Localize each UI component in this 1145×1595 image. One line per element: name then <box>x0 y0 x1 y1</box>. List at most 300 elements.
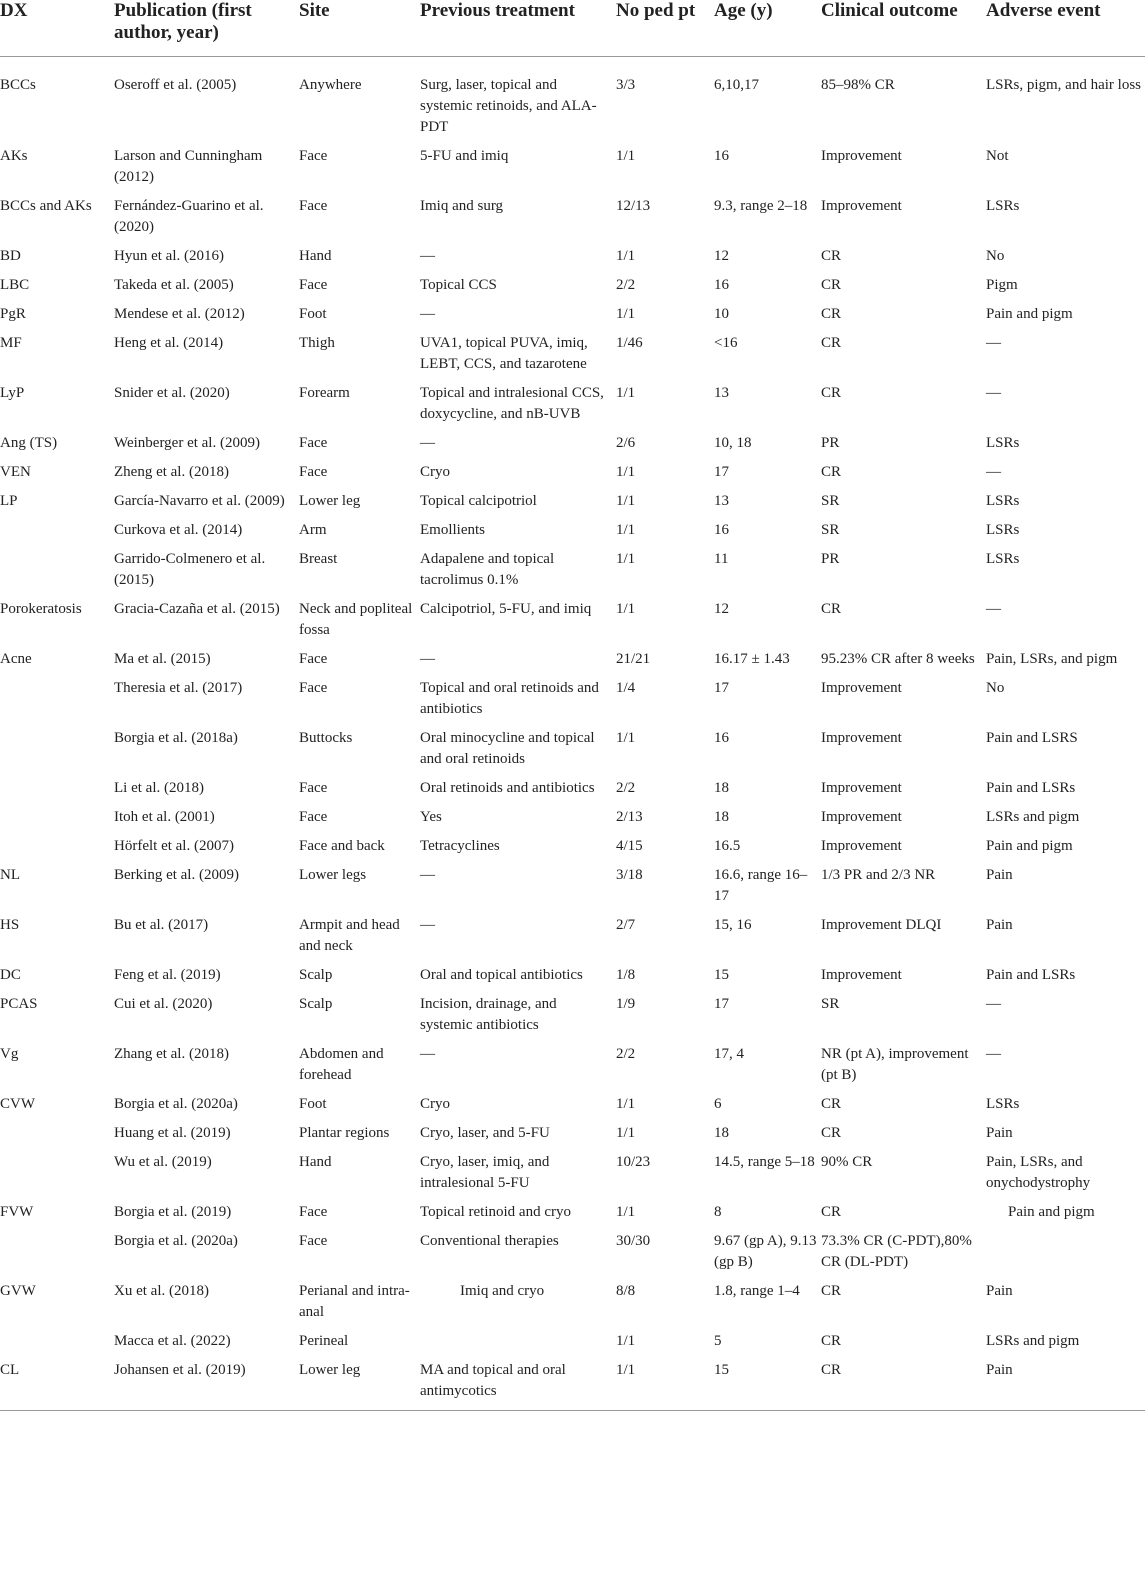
cell-age: 14.5, range 5–18 <box>714 1154 815 1170</box>
cell-dx: Vg <box>0 1046 19 1062</box>
cell-age: 10 <box>714 306 729 322</box>
cell-previous-treatment: Yes <box>420 809 442 825</box>
table-row <box>0 591 1145 641</box>
cell-site: Plantar regions <box>299 1125 390 1141</box>
cell-dx: Acne <box>0 651 32 667</box>
cell-previous-treatment: — <box>420 1046 435 1062</box>
cell-publication: Borgia et al. (2020a) <box>114 1233 238 1249</box>
cell-publication: Borgia et al. (2020a) <box>114 1096 238 1112</box>
cell-clinical-outcome: CR <box>821 601 842 617</box>
cell-site: Lower legs <box>299 867 367 883</box>
cell-site: Lower leg <box>299 1352 420 1411</box>
cell-site: Hand <box>299 248 332 264</box>
cell-publication: Bu et al. (2017) <box>114 917 209 933</box>
cell-dx: GVW <box>0 1283 36 1299</box>
cell-no-ped-pt: 1/1 <box>616 1096 636 1112</box>
cell-clinical-outcome: CR <box>821 248 842 264</box>
cell-clinical-outcome: 85–98% CR <box>821 77 895 93</box>
cell-clinical-outcome: Improvement DLQI <box>821 917 942 933</box>
table-row <box>0 770 1145 799</box>
table-row <box>0 1194 1145 1223</box>
cell-age: 6 <box>714 1096 722 1112</box>
cell-adverse-event: — <box>986 464 1001 480</box>
cell-age: <16 <box>714 335 738 351</box>
cell-adverse-event: LSRs <box>986 493 1020 509</box>
table-row <box>0 238 1145 267</box>
cell-clinical-outcome: Improvement <box>821 967 902 983</box>
cell-site: Face <box>299 435 328 451</box>
cell-site: Face <box>299 680 328 696</box>
cell-dx: AKs <box>0 148 28 164</box>
cell-clinical-outcome: Improvement <box>821 148 902 164</box>
cell-publication: Johansen et al. (2019) <box>114 1352 299 1411</box>
cell-dx: LyP <box>0 385 25 401</box>
cell-dx <box>0 1323 114 1352</box>
cell-adverse-event: LSRs and pigm <box>986 809 1080 825</box>
cell-no-ped-pt: 2/7 <box>616 917 636 933</box>
cell-previous-treatment: Surg, laser, topical and systemic retinoids, and ALA-PDT <box>420 77 597 135</box>
cell-previous-treatment: Topical and oral retinoids and antibiotics <box>420 680 599 717</box>
cell-publication: Theresia et al. (2017) <box>114 680 243 696</box>
cell-age: 13 <box>714 493 729 509</box>
header-previous-treatment: Previous treatment <box>420 0 616 57</box>
cell-no-ped-pt: 21/21 <box>616 651 651 667</box>
cell-dx: LBC <box>0 277 30 293</box>
cell-dx: CVW <box>0 1096 35 1112</box>
cell-age: 15, 16 <box>714 917 752 933</box>
cell-age: 9.67 (gp A), 9.13 (gp B) <box>714 1233 817 1270</box>
cell-publication: Larson and Cunningham (2012) <box>114 148 263 185</box>
cell-previous-treatment: Incision, drainage, and systemic antibiotics <box>420 996 557 1033</box>
table-body <box>0 57 1145 1411</box>
cell-publication: Gracia-Cazaña et al. (2015) <box>114 601 280 617</box>
cell-publication: Zhang et al. (2018) <box>114 1046 229 1062</box>
table-row <box>0 1036 1145 1086</box>
cell-site: Neck and popliteal fossa <box>299 601 413 638</box>
cell-no-ped-pt: 2/2 <box>616 277 636 293</box>
header-age: Age (y) <box>714 0 821 57</box>
cell-age: 11 <box>714 551 729 567</box>
cell-publication: Hörfelt et al. (2007) <box>114 838 234 854</box>
cell-dx: VEN <box>0 464 31 480</box>
cell-site: Face <box>299 1233 328 1249</box>
cell-age: 16 <box>714 522 729 538</box>
cell-adverse-event: — <box>986 1046 1001 1062</box>
table-row <box>0 483 1145 512</box>
cell-adverse-event: No <box>986 680 1005 696</box>
cell-previous-treatment: Oral minocycline and topical and oral retinoids <box>420 730 595 767</box>
table-row <box>0 138 1145 188</box>
cell-previous-treatment: Emollients <box>420 522 485 538</box>
cell-publication: Garrido-Colmenero et al. (2015) <box>114 551 266 588</box>
cell-adverse-event: LSRs and pigm <box>986 1333 1080 1349</box>
cell-previous-treatment: Cryo, laser, and 5-FU <box>420 1125 550 1141</box>
cell-adverse-event: Pain <box>986 1283 1013 1299</box>
cell-previous-treatment: Topical retinoid and cryo <box>420 1204 571 1220</box>
cell-previous-treatment: Topical calcipotriol <box>420 493 537 509</box>
cell-site: Buttocks <box>299 730 353 746</box>
cell-no-ped-pt: 1/1 <box>616 1352 714 1411</box>
cell-age: 10, 18 <box>714 435 752 451</box>
cell-clinical-outcome: Improvement <box>821 680 902 696</box>
table-row <box>0 1323 1145 1352</box>
cell-site: Face and back <box>299 838 385 854</box>
cell-no-ped-pt: 1/1 <box>616 306 636 322</box>
cell-dx: Porokeratosis <box>0 601 82 617</box>
table-row <box>0 454 1145 483</box>
cell-dx <box>0 799 114 828</box>
cell-no-ped-pt: 1/1 <box>616 1204 636 1220</box>
cell-adverse-event: Pain and LSRs <box>986 780 1076 796</box>
cell-age: 9.3, range 2–18 <box>714 198 808 214</box>
cell-no-ped-pt: 2/2 <box>616 780 636 796</box>
cell-dx <box>0 1223 114 1273</box>
table-row <box>0 1352 1145 1411</box>
cell-previous-treatment: Oral retinoids and antibiotics <box>420 780 595 796</box>
cell-adverse-event <box>986 1223 1145 1273</box>
table-row <box>0 1273 1145 1323</box>
cell-site: Face <box>299 1204 328 1220</box>
header-dx: DX <box>0 0 114 57</box>
cell-publication: Huang et al. (2019) <box>114 1125 231 1141</box>
table-row <box>0 296 1145 325</box>
cell-age: 1.8, range 1–4 <box>714 1283 800 1299</box>
table-header-row <box>0 0 1145 57</box>
table-row <box>0 799 1145 828</box>
cell-age: 17 <box>714 996 729 1012</box>
table-row <box>0 57 1145 139</box>
cell-clinical-outcome: PR <box>821 435 840 451</box>
cell-previous-treatment: Cryo, laser, imiq, and intralesional 5-FU <box>420 1154 550 1191</box>
cell-adverse-event: LSRs <box>986 1096 1020 1112</box>
cell-age: 16 <box>714 277 729 293</box>
cell-clinical-outcome: PR <box>821 551 840 567</box>
cell-adverse-event: Pain and pigm <box>986 306 1073 322</box>
cell-previous-treatment: Cryo <box>420 464 450 480</box>
cell-no-ped-pt: 2/13 <box>616 809 643 825</box>
cell-dx: HS <box>0 917 20 933</box>
cell-no-ped-pt: 1/1 <box>616 1333 636 1349</box>
cell-previous-treatment: Imiq and cryo <box>460 1283 545 1299</box>
cell-clinical-outcome: Improvement <box>821 838 902 854</box>
table-row <box>0 512 1145 541</box>
cell-age: 8 <box>714 1204 722 1220</box>
cell-no-ped-pt: 1/1 <box>616 730 636 746</box>
cell-age: 16.6, range 16–17 <box>714 867 808 904</box>
cell-no-ped-pt: 4/15 <box>616 838 643 854</box>
cell-publication: Mendese et al. (2012) <box>114 306 245 322</box>
cell-previous-treatment: — <box>420 917 435 933</box>
cell-previous-treatment: Conventional therapies <box>420 1233 559 1249</box>
cell-no-ped-pt: 1/1 <box>616 1125 636 1141</box>
cell-publication: Hyun et al. (2016) <box>114 248 224 264</box>
cell-age: 17, 4 <box>714 1046 744 1062</box>
cell-publication: Ma et al. (2015) <box>114 651 211 667</box>
cell-clinical-outcome: CR <box>821 1125 842 1141</box>
cell-site: Foot <box>299 306 327 322</box>
cell-publication: Zheng et al. (2018) <box>114 464 229 480</box>
cell-clinical-outcome: CR <box>821 1204 842 1220</box>
cell-clinical-outcome: 90% CR <box>821 1154 873 1170</box>
table-row <box>0 541 1145 591</box>
table-row <box>0 857 1145 907</box>
cell-adverse-event: LSRs <box>986 198 1020 214</box>
cell-dx: BD <box>0 248 21 264</box>
cell-adverse-event: Pigm <box>986 277 1018 293</box>
cell-no-ped-pt: 2/6 <box>616 435 636 451</box>
cell-dx: BCCs <box>0 77 36 93</box>
cell-clinical-outcome: CR <box>821 335 842 351</box>
cell-no-ped-pt: 1/8 <box>616 967 636 983</box>
cell-adverse-event: Pain, LSRs, and onychodystrophy <box>986 1154 1091 1191</box>
cell-adverse-event: — <box>986 385 1001 401</box>
cell-previous-treatment <box>420 1323 616 1352</box>
cell-adverse-event: LSRs <box>986 522 1020 538</box>
header-site: Site <box>299 0 420 57</box>
cell-previous-treatment: — <box>420 435 435 451</box>
cell-dx: PCAS <box>0 996 38 1012</box>
cell-site: Scalp <box>299 996 333 1012</box>
cell-age: 17 <box>714 464 729 480</box>
cell-publication: Cui et al. (2020) <box>114 996 213 1012</box>
cell-age: 6,10,17 <box>714 77 759 93</box>
cell-previous-treatment: Topical CCS <box>420 277 497 293</box>
cell-publication: Feng et al. (2019) <box>114 967 221 983</box>
cell-adverse-event: Pain, LSRs, and pigm <box>986 651 1118 667</box>
cell-publication: Berking et al. (2009) <box>114 867 239 883</box>
cell-no-ped-pt: 1/9 <box>616 996 636 1012</box>
cell-clinical-outcome: Improvement <box>821 809 902 825</box>
cell-adverse-event: — <box>986 335 1001 351</box>
cell-site: Perineal <box>299 1333 349 1349</box>
cell-no-ped-pt: 8/8 <box>616 1283 636 1299</box>
cell-site: Abdomen and forehead <box>299 1046 384 1083</box>
cell-previous-treatment: — <box>420 248 435 264</box>
cell-site: Thigh <box>299 335 335 351</box>
cell-site: Face <box>299 148 328 164</box>
cell-clinical-outcome: CR <box>821 1096 842 1112</box>
cell-clinical-outcome: 1/3 PR and 2/3 NR <box>821 867 936 883</box>
cell-previous-treatment: UVA1, topical PUVA, imiq, LEBT, CCS, and tazarotene <box>420 335 588 372</box>
cell-site: Face <box>299 651 328 667</box>
cell-age: 18 <box>714 809 729 825</box>
cell-previous-treatment: Cryo <box>420 1096 450 1112</box>
cell-no-ped-pt: 1/1 <box>616 601 636 617</box>
cell-dx <box>0 670 114 720</box>
cell-dx: FVW <box>0 1204 34 1220</box>
cell-clinical-outcome: CR <box>821 1283 842 1299</box>
cell-clinical-outcome: Improvement <box>821 780 902 796</box>
cell-clinical-outcome: 95.23% CR after 8 weeks <box>821 651 975 667</box>
cell-publication: Fernández-Guarino et al. (2020) <box>114 198 264 235</box>
cell-publication: Snider et al. (2020) <box>114 385 230 401</box>
cell-site: Foot <box>299 1096 327 1112</box>
cell-adverse-event: LSRs <box>986 435 1020 451</box>
cell-clinical-outcome: 73.3% CR (C-PDT),80% CR (DL-PDT) <box>821 1233 972 1270</box>
cell-dx: NL <box>0 867 20 883</box>
cell-site: Hand <box>299 1154 332 1170</box>
cell-adverse-event: Pain <box>986 1125 1013 1141</box>
cell-dx <box>0 512 114 541</box>
cell-site: Face <box>299 198 328 214</box>
cell-site: Armpit and head and neck <box>299 917 400 954</box>
cell-age: 15 <box>714 1352 821 1411</box>
cell-clinical-outcome: SR <box>821 996 840 1012</box>
cell-clinical-outcome: CR <box>821 1333 842 1349</box>
cell-no-ped-pt: 10/23 <box>616 1154 651 1170</box>
cell-dx: MF <box>0 335 22 351</box>
cell-publication: Oseroff et al. (2005) <box>114 77 237 93</box>
cell-publication: Takeda et al. (2005) <box>114 277 234 293</box>
cell-adverse-event: Pain <box>986 1352 1145 1411</box>
cell-dx <box>0 1144 114 1194</box>
cell-previous-treatment: Adapalene and topical tacrolimus 0.1% <box>420 551 555 588</box>
cell-no-ped-pt: 3/18 <box>616 867 643 883</box>
header-publication: Publication (first author, year) <box>114 0 299 57</box>
header-no-ped-pt: No ped pt <box>616 0 714 57</box>
cell-adverse-event: Pain and pigm <box>986 838 1073 854</box>
table-row <box>0 375 1145 425</box>
cell-no-ped-pt: 1/1 <box>616 522 636 538</box>
cell-age: 13 <box>714 385 729 401</box>
cell-previous-treatment: Calcipotriol, 5-FU, and imiq <box>420 601 592 617</box>
cell-previous-treatment: — <box>420 306 435 322</box>
cell-clinical-outcome: Improvement <box>821 198 902 214</box>
table-row <box>0 325 1145 375</box>
cell-clinical-outcome: Improvement <box>821 730 902 746</box>
cell-clinical-outcome: SR <box>821 493 840 509</box>
cell-publication: Weinberger et al. (2009) <box>114 435 260 451</box>
cell-no-ped-pt: 1/1 <box>616 385 636 401</box>
cell-dx <box>0 1115 114 1144</box>
cell-publication: Li et al. (2018) <box>114 780 204 796</box>
cell-previous-treatment: Oral and topical antibiotics <box>420 967 583 983</box>
table-row <box>0 641 1145 670</box>
table-row <box>0 828 1145 857</box>
cell-dx: BCCs and AKs <box>0 198 92 214</box>
table-row <box>0 267 1145 296</box>
cell-clinical-outcome: CR <box>821 1352 986 1411</box>
cell-dx <box>0 541 114 591</box>
cell-site: Face <box>299 464 328 480</box>
cell-no-ped-pt: 1/1 <box>616 551 636 567</box>
table-row <box>0 720 1145 770</box>
cell-publication: Curkova et al. (2014) <box>114 522 243 538</box>
cell-clinical-outcome: SR <box>821 522 840 538</box>
cell-adverse-event: No <box>986 248 1005 264</box>
cell-adverse-event: Not <box>986 148 1009 164</box>
cell-adverse-event: Pain <box>986 867 1013 883</box>
cell-adverse-event: Pain and pigm <box>1008 1204 1095 1220</box>
cell-clinical-outcome: NR (pt A), improvement (pt B) <box>821 1046 969 1083</box>
header-adverse-event: Adverse event <box>986 0 1145 57</box>
cell-no-ped-pt: 1/1 <box>616 248 636 264</box>
cell-adverse-event: LSRs, pigm, and hair loss <box>986 77 1142 93</box>
cell-age: 16.5 <box>714 838 741 854</box>
table-row <box>0 957 1145 986</box>
cell-dx: DC <box>0 967 21 983</box>
cell-no-ped-pt: 3/3 <box>616 77 636 93</box>
table-row <box>0 1115 1145 1144</box>
cell-publication: Itoh et al. (2001) <box>114 809 215 825</box>
table-row <box>0 986 1145 1036</box>
cell-no-ped-pt: 2/2 <box>616 1046 636 1062</box>
cell-publication: Macca et al. (2022) <box>114 1333 231 1349</box>
cell-site: Face <box>299 780 328 796</box>
cell-dx: Ang (TS) <box>0 435 58 451</box>
cell-previous-treatment: MA and topical and oral antimycotics <box>420 1352 616 1411</box>
table-row <box>0 188 1145 238</box>
cell-publication: Xu et al. (2018) <box>114 1283 209 1299</box>
cell-site: Face <box>299 809 328 825</box>
cell-previous-treatment: — <box>420 651 435 667</box>
cell-site: Anywhere <box>299 77 362 93</box>
cell-site: Scalp <box>299 967 333 983</box>
cell-clinical-outcome: CR <box>821 277 842 293</box>
cell-previous-treatment: — <box>420 867 435 883</box>
table-row <box>0 907 1145 957</box>
cell-previous-treatment: Tetracyclines <box>420 838 500 854</box>
cell-site: Arm <box>299 522 327 538</box>
cell-age: 16.17 ± 1.43 <box>714 651 790 667</box>
cell-no-ped-pt: 12/13 <box>616 198 651 214</box>
cell-clinical-outcome: CR <box>821 464 842 480</box>
cell-site: Perianal and intra-anal <box>299 1283 410 1320</box>
cell-publication: García-Navarro et al. (2009) <box>114 493 285 509</box>
cell-no-ped-pt: 30/30 <box>616 1233 651 1249</box>
table-row <box>0 1223 1145 1273</box>
cell-dx: PgR <box>0 306 26 322</box>
cell-site: Breast <box>299 551 338 567</box>
cell-no-ped-pt: 1/1 <box>616 148 636 164</box>
cell-dx: CL <box>0 1352 114 1411</box>
cell-age: 16 <box>714 148 729 164</box>
cell-previous-treatment: 5-FU and imiq <box>420 148 509 164</box>
cell-adverse-event: — <box>986 996 1001 1012</box>
cell-dx <box>0 828 114 857</box>
cell-adverse-event: Pain and LSRS <box>986 730 1078 746</box>
cell-adverse-event: Pain <box>986 917 1013 933</box>
cell-age: 18 <box>714 780 729 796</box>
cell-dx <box>0 770 114 799</box>
cell-site: Lower leg <box>299 493 361 509</box>
cell-clinical-outcome: CR <box>821 306 842 322</box>
cell-previous-treatment: Topical and intralesional CCS, doxycycline, and nB-UVB <box>420 385 604 422</box>
cell-dx: LP <box>0 493 18 509</box>
table-row <box>0 670 1145 720</box>
cell-publication: Heng et al. (2014) <box>114 335 224 351</box>
cell-publication: Borgia et al. (2019) <box>114 1204 232 1220</box>
cell-publication: Wu et al. (2019) <box>114 1154 212 1170</box>
cell-age: 17 <box>714 680 729 696</box>
cell-no-ped-pt: 1/1 <box>616 493 636 509</box>
table-row <box>0 425 1145 454</box>
cell-age: 16 <box>714 730 729 746</box>
cell-clinical-outcome: CR <box>821 385 842 401</box>
table-row <box>0 1086 1145 1115</box>
cell-age: 12 <box>714 601 729 617</box>
cell-previous-treatment: Imiq and surg <box>420 198 504 214</box>
cell-dx <box>0 720 114 770</box>
cell-age: 15 <box>714 967 729 983</box>
cell-no-ped-pt: 1/46 <box>616 335 643 351</box>
cell-age: 5 <box>714 1333 722 1349</box>
cell-adverse-event: — <box>986 601 1001 617</box>
cell-publication: Borgia et al. (2018a) <box>114 730 238 746</box>
cell-age: 12 <box>714 248 729 264</box>
cell-adverse-event: Pain and LSRs <box>986 967 1076 983</box>
table-row <box>0 1144 1145 1194</box>
